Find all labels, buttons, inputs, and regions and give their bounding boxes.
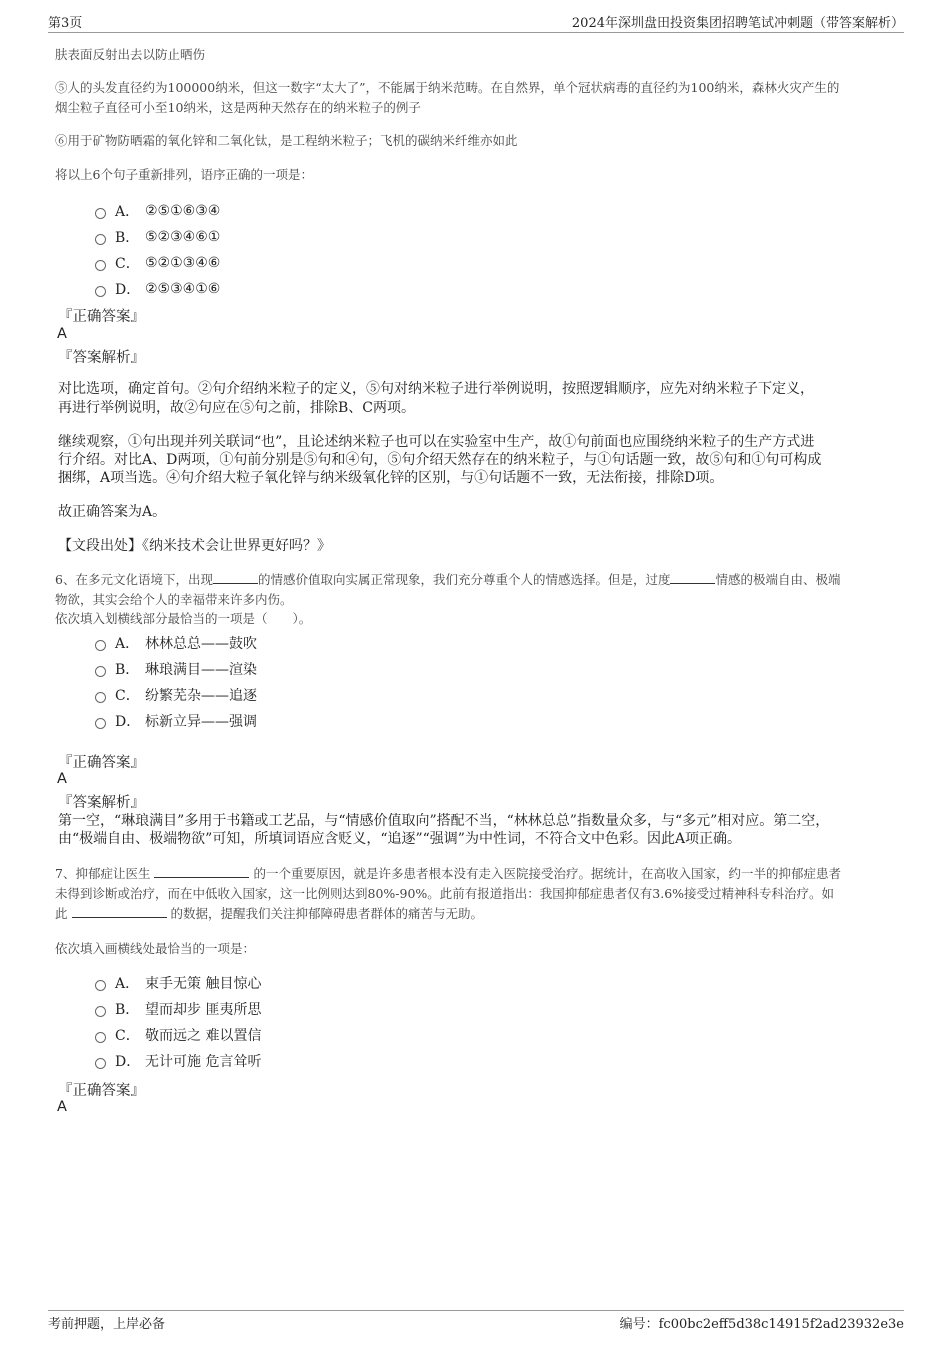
option-letter: A． xyxy=(115,204,140,220)
q7-stem-part2: 的一个重要原因，就是许多患者根本没有走入医院接受治疗。据统计，在高收入国家，约一半的抑郁症患者 xyxy=(253,866,841,881)
q6-analysis-line1: 第一空，“琳琅满目”多用于书籍或工艺品，与“情感价值取向”搭配不当，“林林总总”指数量众多，与“多元”相对应。第二空， xyxy=(58,813,830,829)
option-text: ②⑤③④①⑥ xyxy=(145,281,221,297)
q5-option-d[interactable] xyxy=(95,278,220,300)
option-text: 束手无策 触目惊心 xyxy=(145,976,262,992)
q5-analysis-p1-line1: 对比选项，确定首句。②句介绍纳米粒子的定义，⑤句对纳米粒子进行举例说明，按照逻辑顺序，应先对纳米粒子下定义， xyxy=(58,381,814,397)
q7-stem-part3: 此 xyxy=(55,906,68,921)
q7-stem-line2: 未得到诊断或治疗，而在中低收入国家，这一比例则达到80%-90%。此前有报道指出：我国抑郁症患者仅有3.6%接受过精神科专科治疗。如 xyxy=(55,886,835,901)
q6-analysis-line2: 由“极端自由、极端物欲”可知，所填词语应含贬义，“追逐”“强调”为中性词，不符合文中色彩。因此A项正确。 xyxy=(58,831,742,847)
q6-option-c[interactable] xyxy=(95,684,257,706)
q5-prompt: 将以上6个句子重新排列，语序正确的一项是： xyxy=(55,167,313,182)
option-letter: C． xyxy=(115,1028,140,1044)
q7-option-d[interactable] xyxy=(95,1050,261,1072)
q7-stem-part4: 的数据，提醒我们关注抑郁障碍患者群体的痛苦与无助。 xyxy=(170,906,484,921)
q5-conclusion: 故正确答案为A。 xyxy=(58,504,167,520)
q7-blank-2 xyxy=(72,905,167,918)
q6-analysis-label: 『答案解析』 xyxy=(58,795,145,811)
q5-analysis-p2-line2: 行介绍。对比A、D两项，①句前分别是⑤句和④句，⑤句介绍天然存在的纳米粒子，与①句话题一致，故⑤句和①句可构成 xyxy=(58,452,822,468)
radio-icon[interactable] xyxy=(95,1006,106,1017)
q6-blank-2 xyxy=(670,571,715,584)
q6-stem-part3: 情感的极端自由、极端 xyxy=(715,572,841,587)
q7-option-a[interactable] xyxy=(95,972,261,994)
q5-answer: A xyxy=(57,326,67,342)
q5-source: 【文段出处】《纳米技术会让世界更好吗？》 xyxy=(58,538,331,554)
radio-icon[interactable] xyxy=(95,718,106,729)
radio-icon[interactable] xyxy=(95,1032,106,1043)
option-letter: C． xyxy=(115,688,140,704)
q6-stem-part1: 6、在多元文化语境下，出现 xyxy=(55,572,213,587)
q7-blank-1 xyxy=(154,865,249,878)
option-text: 敬而远之 难以置信 xyxy=(145,1028,262,1044)
q5-analysis-p1-line2: 再进行举例说明，故②句应在⑤句之前，排除B、C两项。 xyxy=(58,400,415,416)
q6-option-b[interactable] xyxy=(95,658,257,680)
q5-intro-line: 肤表面反射出去以防止晒伤 xyxy=(55,47,206,62)
footer-divider xyxy=(48,1310,904,1311)
option-text: ⑤②①③④⑥ xyxy=(145,255,221,271)
radio-icon[interactable] xyxy=(95,666,106,677)
radio-icon[interactable] xyxy=(95,234,106,245)
q7-stem-part1: 7、抑郁症让医生 xyxy=(55,866,151,881)
radio-icon[interactable] xyxy=(95,640,106,651)
radio-icon[interactable] xyxy=(95,286,106,297)
q7-stem-line3 xyxy=(55,904,483,924)
radio-icon[interactable] xyxy=(95,208,106,219)
q5-sentence6: ⑥用于矿物防晒霜的氧化锌和二氧化钛，是工程纳米粒子；飞机的碳纳米纤维亦如此 xyxy=(55,133,518,148)
option-letter: D． xyxy=(115,714,141,730)
option-text: 林林总总——鼓吹 xyxy=(145,636,257,652)
q6-blank-1 xyxy=(213,571,258,584)
q5-analysis-label: 『答案解析』 xyxy=(58,350,145,366)
option-letter: C． xyxy=(115,256,140,272)
header-divider xyxy=(48,32,904,33)
radio-icon[interactable] xyxy=(95,692,106,703)
q5-sentence5-line1: ⑤人的头发直径约为100000纳米，但这一数字“太大了”，不能属于纳米范畴。在自然界，单个冠状病毒的直径约为100纳米，森林火灾产生的 xyxy=(55,80,840,95)
q5-analysis-p2-line1: 继续观察，①句出现并列关联词“也”，且论述纳米粒子也可以在实验室中生产，故①句前面也应围绕纳米粒子的生产方式进 xyxy=(58,434,815,450)
q6-answer: A xyxy=(57,771,67,787)
q5-sentence5-line2: 烟尘粒子直径可小至10纳米，这是两种天然存在的纳米粒子的例子 xyxy=(55,100,421,115)
radio-icon[interactable] xyxy=(95,260,106,271)
q5-analysis-p2-line3: 捆绑，A项当选。④句介绍大粒子氧化锌与纳米级氧化锌的区别，与①句话题不一致，无法衔接，排除D项。 xyxy=(58,470,724,486)
q5-answer-label: 『正确答案』 xyxy=(58,309,145,325)
document-code: 编号：fc00bc2eff5d38c14915f2ad23932e3e xyxy=(619,1317,904,1332)
q5-option-c[interactable] xyxy=(95,252,220,274)
option-text: ⑤②③④⑥① xyxy=(145,229,221,245)
q6-prompt: 依次填入划横线部分最恰当的一项是（ ）。 xyxy=(55,611,312,626)
option-letter: B． xyxy=(115,662,140,678)
option-letter: A． xyxy=(115,636,140,652)
q7-option-b[interactable] xyxy=(95,998,261,1020)
q5-option-b[interactable] xyxy=(95,226,220,248)
option-text: ②⑤①⑥③④ xyxy=(145,203,221,219)
footer-slogan: 考前押题，上岸必备 xyxy=(48,1317,166,1332)
q7-answer: A xyxy=(57,1099,67,1115)
q7-option-c[interactable] xyxy=(95,1024,261,1046)
q6-option-d[interactable] xyxy=(95,710,257,732)
radio-icon[interactable] xyxy=(95,1058,106,1069)
q6-answer-label: 『正确答案』 xyxy=(58,755,145,771)
q5-option-a[interactable] xyxy=(95,200,220,222)
option-letter: A． xyxy=(115,976,140,992)
option-letter: D． xyxy=(115,282,141,298)
option-text: 纷繁芜杂——追逐 xyxy=(145,688,257,704)
document-title: 2024年深圳盘田投资集团招聘笔试冲刺题（带答案解析） xyxy=(571,16,904,31)
q7-answer-label: 『正确答案』 xyxy=(58,1083,145,1099)
option-text: 无计可施 危言耸听 xyxy=(145,1054,262,1070)
option-letter: B． xyxy=(115,230,140,246)
q6-stem-line2: 物欲，其实会给个人的幸福带来许多内伤。 xyxy=(55,592,293,607)
option-letter: B． xyxy=(115,1002,140,1018)
option-text: 望而却步 匪夷所思 xyxy=(145,1002,262,1018)
option-text: 琳琅满目——渲染 xyxy=(145,662,257,678)
q6-stem-part2: 的情感价值取向实属正常现象，我们充分尊重个人的情感选择。但是，过度 xyxy=(257,572,671,587)
radio-icon[interactable] xyxy=(95,980,106,991)
q7-stem-line1 xyxy=(55,864,841,884)
page-number: 第3页 xyxy=(48,16,83,31)
q6-stem-line1 xyxy=(55,570,841,590)
q6-option-a[interactable] xyxy=(95,632,257,654)
q7-prompt: 依次填入画横线处最恰当的一项是： xyxy=(55,941,256,956)
option-text: 标新立异——强调 xyxy=(145,714,257,730)
option-letter: D． xyxy=(115,1054,141,1070)
